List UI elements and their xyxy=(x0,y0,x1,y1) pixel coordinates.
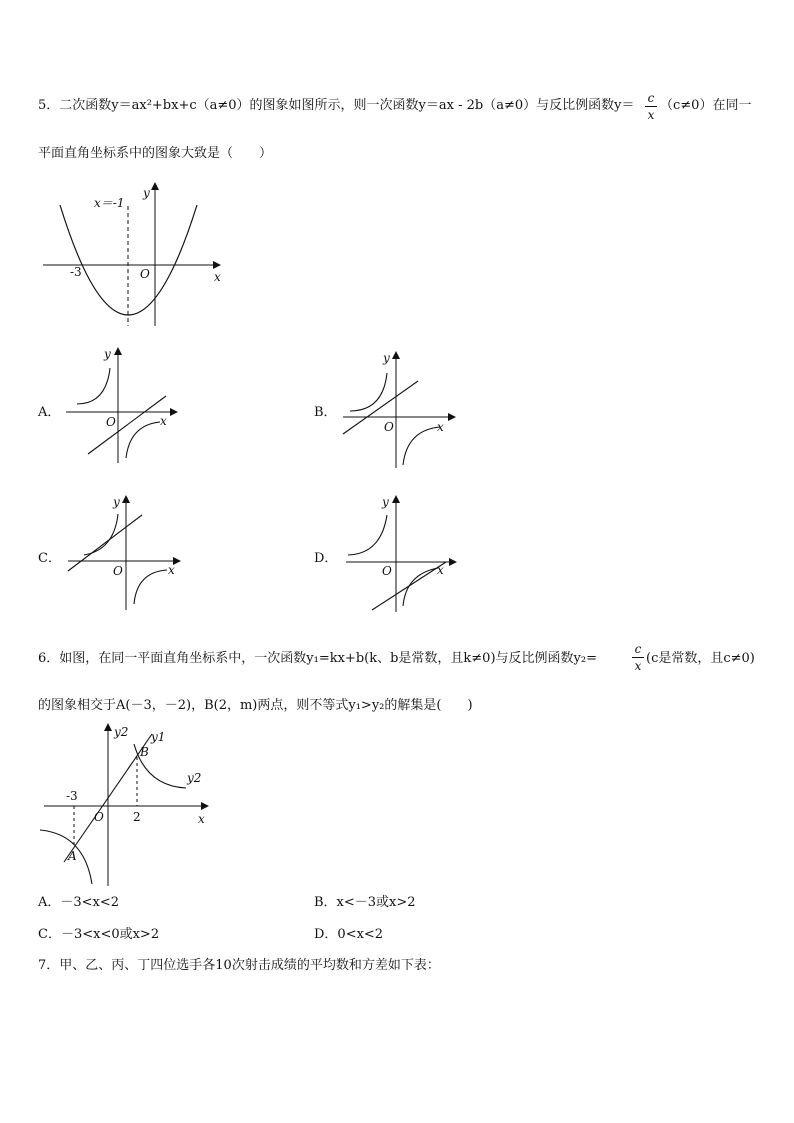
q5-line1-a: 5．二次函数y＝ax²+bx+c（a≠0）的图象如图所示，则一次函数y＝ax - 2b（a≠0）与反比例函数y＝ xyxy=(38,98,635,113)
q6-option-a[interactable]: A．－3<x<2 xyxy=(38,895,120,910)
q6-point-b-label: B xyxy=(140,745,149,759)
q5-a-origin: O xyxy=(106,415,116,429)
q5-line1-b: （c≠0）在同一 xyxy=(660,98,752,113)
q7-line1: 7．甲、乙、丙、丁四位选手各10次射击成绩的平均数和方差如下表： xyxy=(38,958,440,973)
q5-c-y-label: y xyxy=(113,495,120,509)
q5-option-b-label[interactable]: B． xyxy=(314,405,337,420)
q6-x-label: x xyxy=(198,812,205,826)
q5-option-c-label[interactable]: C． xyxy=(38,551,61,566)
q5-option-d-label[interactable]: D． xyxy=(314,551,338,566)
q5-option-a-label[interactable]: A． xyxy=(38,405,61,420)
q6-y1-label: y1 xyxy=(151,730,166,744)
q5-a-x-label: x xyxy=(160,414,167,428)
q5-d-y-label: y xyxy=(382,495,389,509)
q6-line2: 的图象相交于A(－3，－2)，B(2，m)两点，则不等式y₁>y₂的解集是( ) xyxy=(38,698,473,713)
q5-symmetry-label: x＝-1 xyxy=(94,196,125,210)
q5-x-label: x xyxy=(214,270,221,284)
q6-point-a-label: A xyxy=(68,849,77,863)
q6-y2-label: y2 xyxy=(187,771,202,785)
q5-b-origin: O xyxy=(384,420,394,434)
q6-tick-neg3: -3 xyxy=(66,789,78,803)
q6-line1-b: (c是常数，且c≠0) xyxy=(646,651,755,666)
q6-option-c[interactable]: C．－3<x<0或x>2 xyxy=(38,927,160,942)
q6-origin-label: O xyxy=(94,810,104,824)
q5-fraction-numerator: c xyxy=(647,91,655,105)
q5-y-label: y xyxy=(143,186,150,200)
q6-fraction-denominator: x xyxy=(634,659,642,673)
q5-b-y-label: y xyxy=(383,351,390,365)
q6-y-label: y2 xyxy=(114,725,129,739)
q5-d-origin: O xyxy=(382,564,392,578)
q6-line1-a: 6．如图，在同一平面直角坐标系中，一次函数y₁=kx+b(k、b是常数，且k≠0)与反比例函数y₂= xyxy=(38,651,597,666)
q6-hyperbola-q3 xyxy=(40,830,92,884)
q6-fraction-numerator: c xyxy=(634,642,642,656)
q6-option-d[interactable]: D．0<x<2 xyxy=(314,927,384,942)
q5-c-origin: O xyxy=(113,564,123,578)
q5-fraction-denominator: x xyxy=(647,108,655,122)
q5-d-x-label: x xyxy=(437,563,444,577)
q5-origin-label: O xyxy=(140,267,150,281)
q5-b-x-label: x xyxy=(437,420,444,434)
q5-c-x-label: x xyxy=(168,563,175,577)
q6-option-b[interactable]: B．x<－3或x>2 xyxy=(314,895,416,910)
q5-line2: 平面直角坐标系中的图象大致是（ ） xyxy=(38,146,273,161)
q6-tick-2: 2 xyxy=(133,810,141,824)
q5-tick-neg3: -3 xyxy=(70,265,82,279)
q5-a-y-label: y xyxy=(104,347,111,361)
